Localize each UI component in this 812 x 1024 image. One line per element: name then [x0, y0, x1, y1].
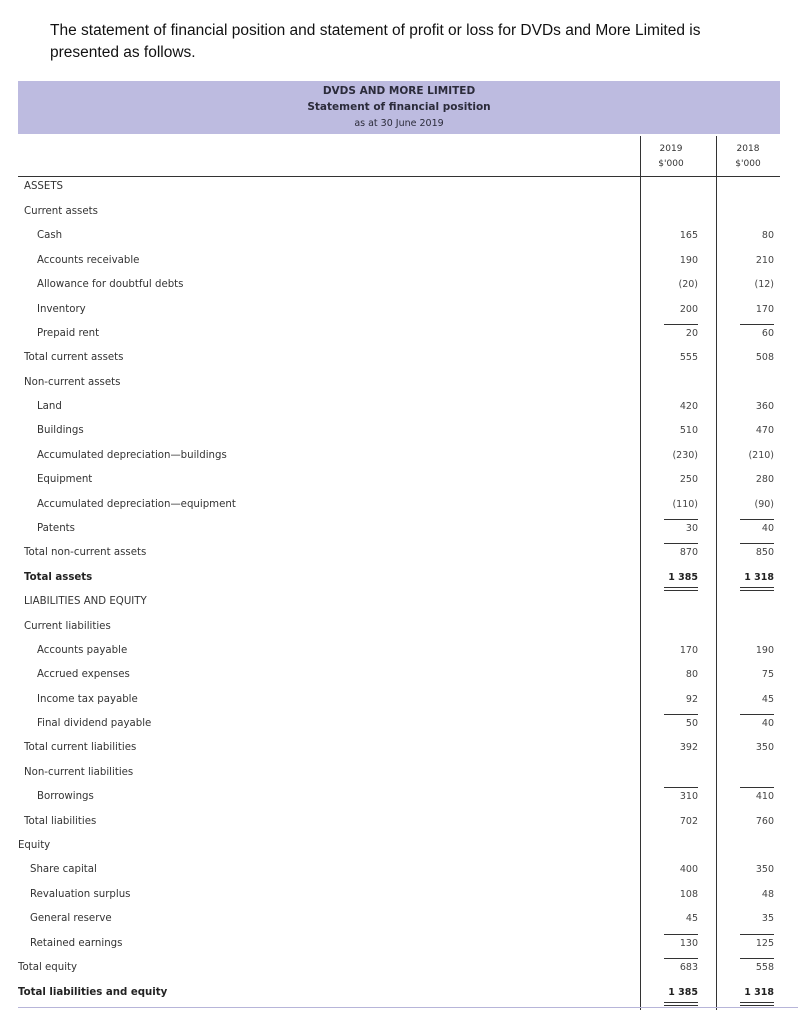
header-rule — [18, 176, 780, 177]
subtotal-underline — [664, 543, 698, 544]
total-double-underline — [740, 590, 774, 591]
value-2018: 280 — [755, 474, 774, 485]
row-label: Equity — [18, 840, 51, 851]
total-double-underline — [664, 1005, 698, 1006]
table-row — [0, 864, 812, 884]
row-label: Land — [37, 401, 62, 412]
row-label: Current assets — [24, 206, 98, 217]
table-row — [0, 621, 812, 641]
table-row — [0, 889, 812, 909]
statement-date: as at 30 June 2019 — [354, 118, 444, 129]
value-2019: 310 — [679, 791, 698, 802]
subtotal-underline — [664, 519, 698, 520]
value-2019: 92 — [685, 694, 698, 705]
value-2018: (210) — [748, 450, 774, 461]
value-2018: 1 318 — [744, 572, 774, 583]
value-2018: (90) — [754, 499, 774, 510]
value-2019: 45 — [685, 913, 698, 924]
value-2018: 80 — [761, 230, 774, 241]
row-label: Allowance for doubtful debts — [37, 279, 184, 290]
row-label: Share capital — [30, 864, 97, 875]
table-row — [0, 816, 812, 836]
table-row — [0, 450, 812, 470]
table-row — [0, 425, 812, 445]
value-2018: 558 — [755, 962, 774, 973]
value-2019: (230) — [672, 450, 698, 461]
column-year-2019: 2019 — [659, 144, 683, 154]
row-label: Borrowings — [37, 791, 94, 802]
table-row — [0, 279, 812, 299]
value-2018: 40 — [761, 523, 774, 534]
row-label: Accounts payable — [37, 645, 128, 656]
column-header-2019 — [641, 142, 701, 172]
subtotal-underline — [664, 934, 698, 935]
value-2019: 1 385 — [668, 572, 698, 583]
value-2019: 400 — [679, 864, 698, 875]
table-row — [0, 328, 812, 348]
subtotal-underline — [740, 714, 774, 715]
value-2019: 20 — [685, 328, 698, 339]
value-2019: 702 — [679, 816, 698, 827]
value-2019: 80 — [685, 669, 698, 680]
table-row — [0, 474, 812, 494]
table-row — [0, 572, 812, 592]
subtotal-underline — [740, 324, 774, 325]
total-double-underline — [664, 1002, 698, 1003]
column-unit-2018: $'000 — [735, 159, 761, 169]
value-2019: 50 — [685, 718, 698, 729]
row-label: General reserve — [30, 913, 112, 924]
total-double-underline — [740, 1002, 774, 1003]
subtotal-underline — [740, 519, 774, 520]
table-row — [0, 645, 812, 665]
column-unit-2019: $'000 — [658, 159, 684, 169]
value-2019: 130 — [679, 938, 698, 949]
value-2018: 48 — [761, 889, 774, 900]
row-label: Total assets — [24, 572, 93, 583]
table-row — [0, 596, 812, 616]
subtotal-underline — [664, 714, 698, 715]
row-label: Revaluation surplus — [30, 889, 131, 900]
value-2018: 210 — [755, 255, 774, 266]
row-label: Retained earnings — [30, 938, 123, 949]
value-2018: 170 — [755, 304, 774, 315]
total-double-underline — [664, 590, 698, 591]
value-2019: 108 — [679, 889, 698, 900]
table-row — [0, 547, 812, 567]
statement-header-banner — [18, 81, 780, 134]
row-label: Prepaid rent — [37, 328, 100, 339]
row-label: Total current liabilities — [24, 742, 137, 753]
table-row — [0, 694, 812, 714]
row-label: Final dividend payable — [37, 718, 152, 729]
table-row — [0, 791, 812, 811]
value-2018: 470 — [755, 425, 774, 436]
value-2018: 360 — [755, 401, 774, 412]
subtotal-underline — [664, 958, 698, 959]
table-row — [0, 255, 812, 275]
table-row — [0, 742, 812, 762]
value-2018: 75 — [761, 669, 774, 680]
table-row — [0, 377, 812, 397]
table-row — [0, 206, 812, 226]
value-2019: (110) — [672, 499, 698, 510]
row-label: Accumulated depreciation—equipment — [37, 499, 236, 510]
row-label: Buildings — [37, 425, 84, 436]
row-label: Equipment — [37, 474, 93, 485]
value-2019: 250 — [679, 474, 698, 485]
row-label: Income tax payable — [37, 694, 138, 705]
table-row — [0, 938, 812, 958]
value-2019: 200 — [679, 304, 698, 315]
value-2018: 190 — [755, 645, 774, 656]
value-2019: 683 — [679, 962, 698, 973]
value-2019: 420 — [679, 401, 698, 412]
value-2019: 190 — [679, 255, 698, 266]
value-2018: 508 — [755, 352, 774, 363]
row-label: Cash — [37, 230, 63, 241]
bottom-rule — [18, 1007, 798, 1008]
value-2019: 165 — [679, 230, 698, 241]
value-2019: 510 — [679, 425, 698, 436]
column-year-2018: 2018 — [736, 144, 760, 154]
row-label: Current liabilities — [24, 621, 111, 632]
table-row — [0, 230, 812, 250]
value-2019: (20) — [678, 279, 698, 290]
table-row — [0, 401, 812, 421]
row-label: Non-current assets — [24, 377, 121, 388]
row-label: Patents — [37, 523, 75, 534]
row-label: Inventory — [37, 304, 86, 315]
row-label: Total liabilities and equity — [18, 987, 168, 998]
table-row — [0, 304, 812, 324]
value-2019: 870 — [679, 547, 698, 558]
company-name: DVDS AND MORE LIMITED — [322, 85, 476, 97]
value-2019: 555 — [679, 352, 698, 363]
value-2018: 760 — [755, 816, 774, 827]
value-2018: 35 — [761, 913, 774, 924]
subtotal-underline — [664, 787, 698, 788]
table-row — [0, 523, 812, 543]
value-2018: 410 — [755, 791, 774, 802]
subtotal-underline — [740, 934, 774, 935]
row-label: Accrued expenses — [37, 669, 130, 680]
value-2018: 45 — [761, 694, 774, 705]
table-row — [0, 962, 812, 982]
table-row — [0, 669, 812, 689]
value-2019: 170 — [679, 645, 698, 656]
value-2018: 1 318 — [744, 987, 774, 998]
table-row — [0, 913, 812, 933]
total-double-underline — [740, 1005, 774, 1006]
row-label: Total liabilities — [24, 816, 97, 827]
value-2018: 125 — [755, 938, 774, 949]
row-label: LIABILITIES AND EQUITY — [24, 596, 147, 607]
value-2018: 40 — [761, 718, 774, 729]
subtotal-underline — [740, 787, 774, 788]
table-row — [0, 987, 812, 1007]
subtotal-underline — [740, 543, 774, 544]
value-2019: 1 385 — [668, 987, 698, 998]
column-header-2018 — [718, 142, 778, 172]
value-2019: 392 — [679, 742, 698, 753]
total-double-underline — [740, 587, 774, 588]
row-label: Non-current liabilities — [24, 767, 134, 778]
table-row — [0, 181, 812, 201]
value-2018: 350 — [755, 742, 774, 753]
value-2018: 850 — [755, 547, 774, 558]
total-double-underline — [664, 587, 698, 588]
subtotal-underline — [740, 958, 774, 959]
value-2018: (12) — [754, 279, 774, 290]
row-label: Total current assets — [24, 352, 124, 363]
table-row — [0, 840, 812, 860]
table-row — [0, 499, 812, 519]
row-label: Total equity — [18, 962, 78, 973]
table-row — [0, 352, 812, 372]
table-row — [0, 767, 812, 787]
statement-title: Statement of financial position — [307, 101, 491, 113]
table-row — [0, 718, 812, 738]
value-2018: 350 — [755, 864, 774, 875]
subtotal-underline — [664, 324, 698, 325]
row-label: Accumulated depreciation—buildings — [37, 450, 227, 461]
value-2018: 60 — [761, 328, 774, 339]
row-label: ASSETS — [24, 181, 64, 192]
row-label: Total non-current assets — [24, 547, 147, 558]
row-label: Accounts receivable — [37, 255, 140, 266]
value-2019: 30 — [685, 523, 698, 534]
intro-text: The statement of financial position and statement of profit or loss for DVDs and More Limited is presented as follows. — [50, 22, 701, 61]
